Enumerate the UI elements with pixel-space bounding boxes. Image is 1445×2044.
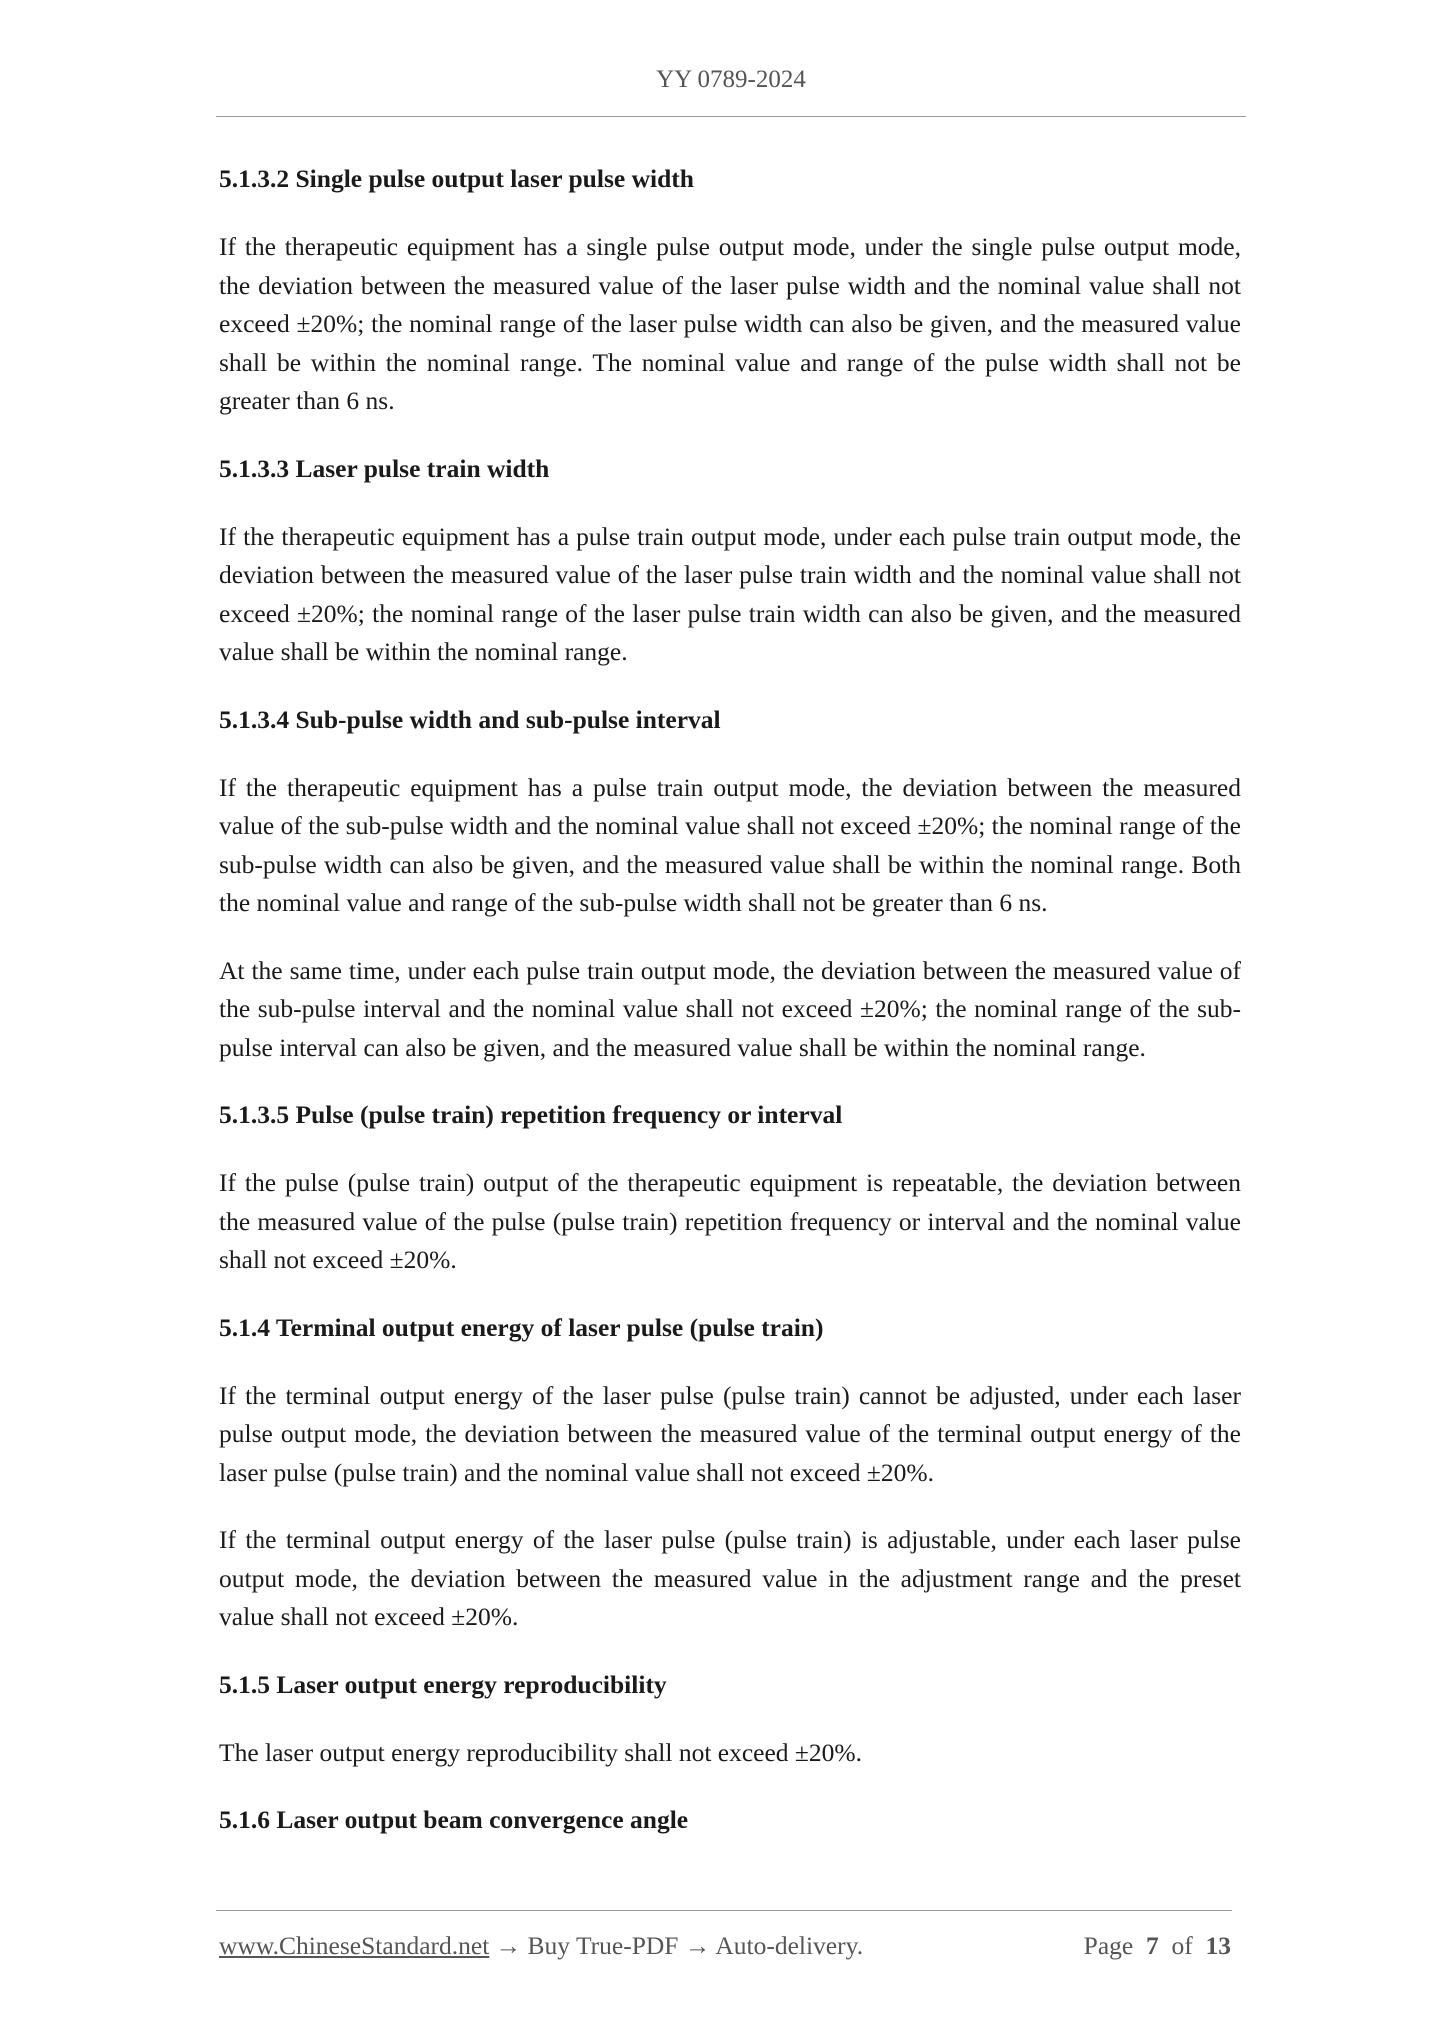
page-indicator xyxy=(1084,1931,1231,1961)
page-current: 7 xyxy=(1146,1931,1159,1960)
document-header: YY 0789-2024 xyxy=(656,66,806,93)
footer-promo xyxy=(219,1931,863,1961)
page-total: 13 xyxy=(1205,1931,1231,1960)
of-word: of xyxy=(1171,1931,1193,1960)
section-paragraph: If the therapeutic equipment has a single pulse output mode, under the single pulse output mode, the deviation between the measured value of the laser pulse width and the nominal value shall not exceed ±20%; the nominal range of the laser pulse width can also be given, and the measured value shall be within the nominal range. The nominal value and range of the pulse width shall not be greater than 6 ns. xyxy=(219,232,1241,415)
section-paragraph: At the same time, under each pulse train output mode, the deviation between the measured value of the sub-pulse interval and the nominal value shall not exceed ±20%; the nominal range of the sub-pulse interval can also be given, and the measured value shall be within the nominal range. xyxy=(219,955,1241,1062)
page-word: Page xyxy=(1083,1931,1134,1960)
section-paragraph: If the therapeutic equipment has a pulse train output mode, under each pulse train output mode, the deviation between the measured value of the laser pulse train width and the nominal value shall not exceed ±20%; the nominal range of the laser pulse train width can also be given, and the measured value shall be within the nominal range. xyxy=(219,521,1241,666)
section-heading: 5.1.3.4 Sub-pulse width and sub-pulse interval xyxy=(219,704,721,734)
section-heading: 5.1.6 Laser output beam convergence angle xyxy=(219,1805,689,1834)
header-divider xyxy=(216,116,1246,117)
section-paragraph: If the therapeutic equipment has a pulse train output mode, the deviation between the measured value of the sub-pulse width and the nominal value shall not exceed ±20%; the nominal range of the sub-pulse width can also be given, and the measured value shall be within the nominal range. Both the nominal value and range of the sub-pulse width shall not be greater than 6 ns. xyxy=(219,772,1241,917)
section-heading: 5.1.3.3 Laser pulse train width xyxy=(219,453,550,483)
section-heading: 5.1.3.5 Pulse (pulse train) repetition frequency or interval xyxy=(219,1100,843,1129)
section-paragraph: If the pulse (pulse train) output of the therapeutic equipment is repeatable, the deviation between the measured value of the pulse (pulse train) repetition frequency or interval and the nominal value shall not exceed ±20%. xyxy=(219,1168,1241,1274)
section-paragraph: The laser output energy reproducibility shall not exceed ±20%. xyxy=(219,1737,863,1767)
section-heading: 5.1.3.2 Single pulse output laser pulse width xyxy=(219,164,694,193)
section-paragraph: If the terminal output energy of the laser pulse (pulse train) cannot be adjusted, under each laser pulse output mode, the deviation between the measured value of the terminal output energy of the laser pulse (pulse train) and the nominal value shall not exceed ±20%. xyxy=(219,1380,1241,1487)
section-heading: 5.1.5 Laser output energy reproducibility xyxy=(219,1669,667,1699)
section-heading: 5.1.4 Terminal output energy of laser pulse (pulse train) xyxy=(219,1312,824,1342)
page-footer xyxy=(219,1931,1231,1961)
footer-tagline: → Buy True-PDF → Auto-delivery. xyxy=(489,1931,864,1960)
document-body xyxy=(219,160,1241,1869)
footer-divider xyxy=(216,1910,1232,1911)
site-link[interactable]: www.ChineseStandard.net xyxy=(219,1931,490,1960)
section-paragraph: If the terminal output energy of the laser pulse (pulse train) is adjustable, under each laser pulse output mode, the deviation between the measured value in the adjustment range and the preset value shall not exceed ±20%. xyxy=(219,1525,1241,1631)
